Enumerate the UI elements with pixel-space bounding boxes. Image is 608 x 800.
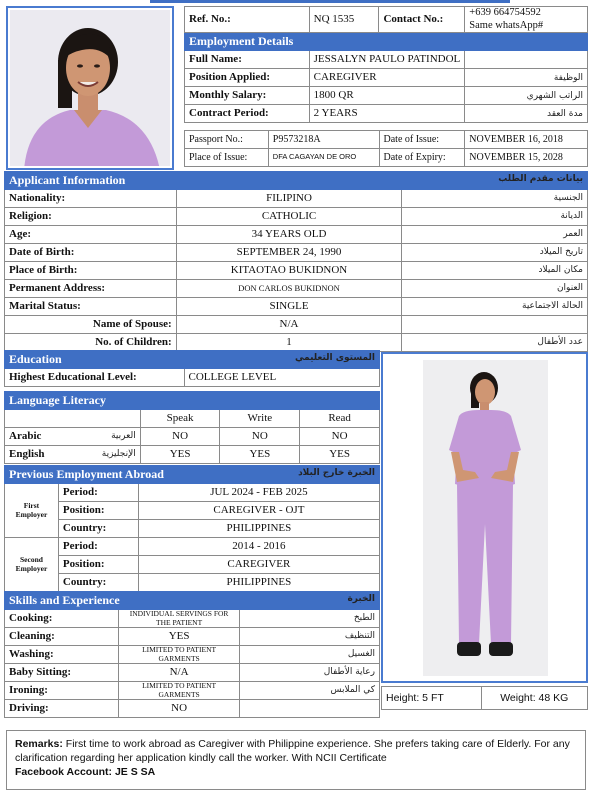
stats-table	[381, 686, 588, 710]
salary-value: 1800 QR	[309, 87, 465, 105]
age-label: Age:	[5, 226, 177, 244]
arabic-write: NO	[220, 428, 300, 446]
babysitting-label: Baby Sitting:	[5, 664, 119, 682]
second-country-value: PHILIPPINES	[138, 574, 379, 592]
first-employer-label: First Employer	[5, 484, 59, 538]
issue-date-value: NOVEMBER 16, 2018	[465, 131, 588, 149]
english-speak: YES	[140, 446, 220, 464]
dob-ar: تاريخ الميلاد	[402, 244, 588, 262]
issue-place-label: Place of Issue:	[185, 149, 269, 167]
ironing-value: LIMITED TO PATIENT GARMENTS	[118, 682, 240, 700]
washing-ar: الغسيل	[240, 646, 380, 664]
children-ar: عدد الأطفال	[402, 334, 588, 352]
salary-label: Monthly Salary:	[185, 87, 310, 105]
issue-date-label: Date of Issue:	[379, 131, 465, 149]
remarks-label: Remarks:	[15, 738, 63, 750]
issue-place-value: DFA CAGAYAN DE ORO	[268, 149, 379, 167]
salary-ar: الراتب الشهري	[465, 87, 588, 105]
passport-label: Passport No.:	[185, 131, 269, 149]
dob-label: Date of Birth:	[5, 244, 177, 262]
first-country-value: PHILIPPINES	[138, 520, 379, 538]
children-label: No. of Children:	[5, 334, 177, 352]
previous-title: Previous Employment Abroad	[9, 466, 164, 481]
dob-value: SEPTEMBER 24, 1990	[176, 244, 402, 262]
address-ar: العنوان	[402, 280, 588, 298]
cleaning-label: Cleaning:	[5, 628, 119, 646]
second-period-value: 2014 - 2016	[138, 538, 379, 556]
education-title: Education	[9, 351, 62, 366]
portrait-illustration	[10, 10, 170, 166]
education-value: COLLEGE LEVEL	[184, 369, 379, 387]
driving-label: Driving:	[5, 700, 119, 718]
skills-title-ar: الخبرة	[347, 593, 375, 604]
religion-label: Religion:	[5, 208, 177, 226]
previous-employment-table	[4, 465, 380, 592]
washing-value: LIMITED TO PATIENT GARMENTS	[118, 646, 240, 664]
nationality-label: Nationality:	[5, 190, 177, 208]
contract-label: Contract Period:	[185, 105, 310, 123]
nationality-ar: الجنسية	[402, 190, 588, 208]
fullname-value: JESSALYN PAULO PATINDOL	[309, 51, 465, 69]
fullbody-illustration	[383, 354, 586, 681]
arabic-speak: NO	[140, 428, 220, 446]
contact-note: Same whatsApp#	[469, 19, 544, 31]
skills-header	[5, 592, 380, 610]
second-period-label: Period:	[58, 538, 138, 556]
second-country-label: Country:	[58, 574, 138, 592]
spouse-value: N/A	[176, 316, 402, 334]
children-value: 1	[176, 334, 402, 352]
passport-value: P9573218A	[268, 131, 379, 149]
spouse-ar	[402, 316, 588, 334]
marital-value: SINGLE	[176, 298, 402, 316]
language-table	[4, 391, 380, 464]
driving-ar	[240, 700, 380, 718]
applicant-header	[5, 172, 588, 190]
washing-label: Washing:	[5, 646, 119, 664]
previous-header	[5, 466, 380, 484]
fullname-label: Full Name:	[185, 51, 310, 69]
employment-details-table	[184, 6, 588, 123]
passport-table	[184, 130, 588, 167]
language-header: Language Literacy	[5, 392, 380, 410]
marital-ar: الحالة الاجتماعية	[402, 298, 588, 316]
top-accent-bar	[150, 0, 510, 3]
marital-label: Marital Status:	[5, 298, 177, 316]
remarks-box	[6, 730, 586, 790]
ironing-label: Ironing:	[5, 682, 119, 700]
pob-ar: مكان الميلاد	[402, 262, 588, 280]
cooking-label: Cooking:	[5, 610, 119, 628]
language-corner	[5, 410, 141, 428]
skills-title: Skills and Experience	[9, 592, 120, 607]
second-position-value: CAREGIVER	[138, 556, 379, 574]
education-header	[5, 351, 380, 369]
weight-value: Weight: 48 KG	[481, 687, 587, 710]
applicant-portrait-photo	[6, 6, 174, 170]
arabic-ar: العربية	[64, 428, 140, 446]
cooking-ar: الطبخ	[240, 610, 380, 628]
cleaning-value: YES	[118, 628, 240, 646]
religion-value: CATHOLIC	[176, 208, 402, 226]
write-header: Write	[220, 410, 300, 428]
nationality-value: FILIPINO	[176, 190, 402, 208]
ref-label: Ref. No.:	[185, 7, 310, 33]
education-title-ar: المستوى التعليمي	[294, 352, 375, 363]
second-employer-label: Second Employer	[5, 538, 59, 592]
spouse-label: Name of Spouse:	[5, 316, 177, 334]
height-value: Height: 5 FT	[382, 687, 482, 710]
applicant-info-table	[4, 171, 588, 352]
address-label: Permanent Address:	[5, 280, 177, 298]
read-header: Read	[300, 410, 380, 428]
english-write: YES	[220, 446, 300, 464]
religion-ar: الديانة	[402, 208, 588, 226]
position-ar: الوظيفة	[465, 69, 588, 87]
driving-value: NO	[118, 700, 240, 718]
facebook-label: Facebook Account:	[15, 766, 113, 779]
address-value: DON CARLOS BUKIDNON	[176, 280, 402, 298]
age-ar: العمر	[402, 226, 588, 244]
ironing-ar: كي الملابس	[240, 682, 380, 700]
pob-value: KITAOTAO BUKIDNON	[176, 262, 402, 280]
cleaning-ar: التنظيف	[240, 628, 380, 646]
cooking-value: INDIVIDUAL SERVINGS FOR THE PATIENT	[118, 610, 240, 628]
applicant-title-ar: بيانات مقدم الطلب	[498, 173, 583, 184]
employment-header: Employment Details	[185, 33, 588, 51]
contract-value: 2 YEARS	[309, 105, 465, 123]
fullname-ar	[465, 51, 588, 69]
first-period-value: JUL 2024 - FEB 2025	[138, 484, 379, 502]
expiry-value: NOVEMBER 15, 2028	[465, 149, 588, 167]
english-ar: الإنجليزية	[64, 446, 140, 464]
babysitting-value: N/A	[118, 664, 240, 682]
position-value: CAREGIVER	[309, 69, 465, 87]
contact-value	[465, 7, 588, 33]
age-value: 34 YEARS OLD	[176, 226, 402, 244]
babysitting-ar: رعاية الأطفال	[240, 664, 380, 682]
education-label: Highest Educational Level:	[5, 369, 185, 387]
pob-label: Place of Birth:	[5, 262, 177, 280]
speak-header: Speak	[140, 410, 220, 428]
first-position-value: CAREGIVER - OJT	[138, 502, 379, 520]
applicant-fullbody-photo	[381, 352, 588, 683]
previous-title-ar: الخبرة خارج البلاد	[298, 467, 375, 478]
position-label: Position Applied:	[185, 69, 310, 87]
arabic-label: Arabic	[5, 428, 65, 446]
english-read: YES	[300, 446, 380, 464]
education-table	[4, 350, 380, 387]
contact-number: +639 664754592	[469, 7, 541, 18]
english-label: English	[5, 446, 65, 464]
skills-table	[4, 591, 380, 718]
facebook-value: JE S SA	[114, 766, 156, 779]
second-position-label: Position:	[58, 556, 138, 574]
first-country-label: Country:	[58, 520, 138, 538]
ref-value: NQ 1535	[309, 7, 379, 33]
arabic-read: NO	[300, 428, 380, 446]
remarks-text: First time to work abroad as Caregiver with Philippine experience. She prefers taking care of Elderly. For any clarification regarding her application kindly call the worker. With NCII Certificate	[15, 738, 570, 765]
expiry-label: Date of Expiry:	[379, 149, 465, 167]
first-position-label: Position:	[58, 502, 138, 520]
first-period-label: Period:	[58, 484, 138, 502]
applicant-title: Applicant Information	[9, 172, 126, 187]
contact-label: Contact No.:	[379, 7, 465, 33]
contract-ar: مدة العقد	[465, 105, 588, 123]
